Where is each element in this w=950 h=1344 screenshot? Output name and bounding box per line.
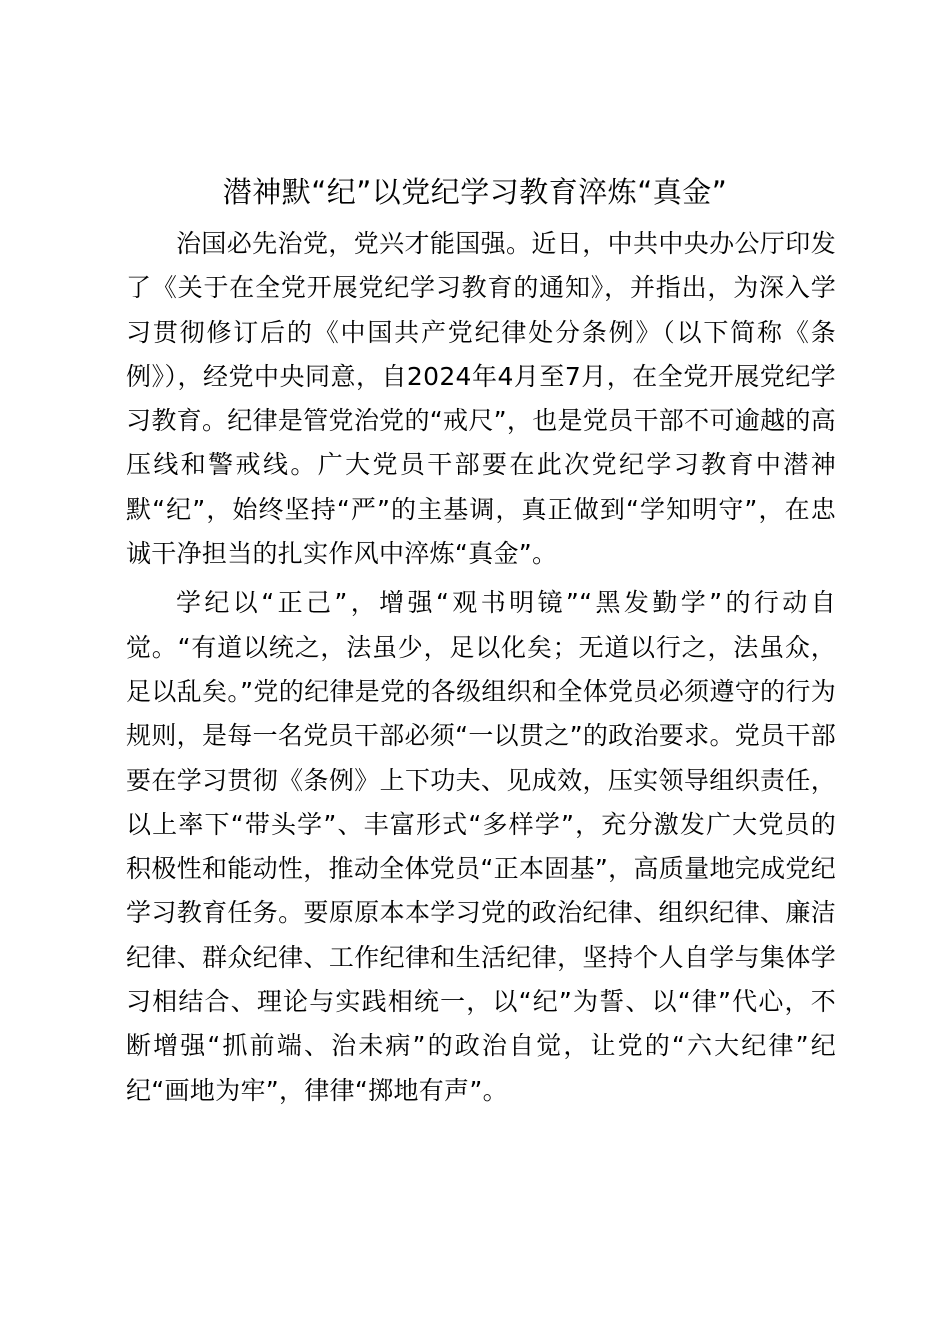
document-body bbox=[126, 222, 836, 1118]
paragraph-2: 学纪以“正己”，增强“观书明镜”“黑发勤学”的行动自觉。“有道以统之，法虽少，足以化矣；无道以行之，法虽众，足以乱矣。”党的纪律是党的各级组织和全体党员必须遵守的行为规则，是每一名党员干部必须“一以贯之”的政治要求。党员干部要在学习贯彻《条例》上下功夫、见成效，压实领导组织责任，以上率下“带头学”、丰富形式“多样学”，充分激发广大党员的积极性和能动性，推动全体党员“正本固基”，高质量地完成党纪学习教育任务。要原原本本学习党的政治纪律、组织纪律、廉洁纪律、群众纪律、工作纪律和生活纪律，坚持个人自学与集体学习相结合、理论与实践相统一，以“纪”为誓、以“律”代心，不断增强“抓前端、治未病”的政治自觉，让党的“六大纪律”纪纪“画地为牢”，律律“掷地有声”。 bbox=[126, 588, 836, 1105]
document-title: 潜神默“纪”以党纪学习教育淬炼“真金” bbox=[222, 175, 728, 209]
paragraph-1: 治国必先治党，党兴才能国强。近日，中共中央办公厅印发了《关于在全党开展党纪学习教育的通知》，并指出，为深入学习贯彻修订后的《中国共产党纪律处分条例》（以下简称《条例》），经党中央同意，自2024年4月至7月，在全党开展党纪学习教育。纪律是管党治党的“戒尺”，也是党员干部不可逾越的高压线和警戒线。广大党员干部要在此次党纪学习教育中潜神默“纪”，始终坚持“严”的主基调，真正做到“学知明守”，在忠诚干净担当的扎实作风中淬炼“真金”。 bbox=[126, 229, 836, 569]
